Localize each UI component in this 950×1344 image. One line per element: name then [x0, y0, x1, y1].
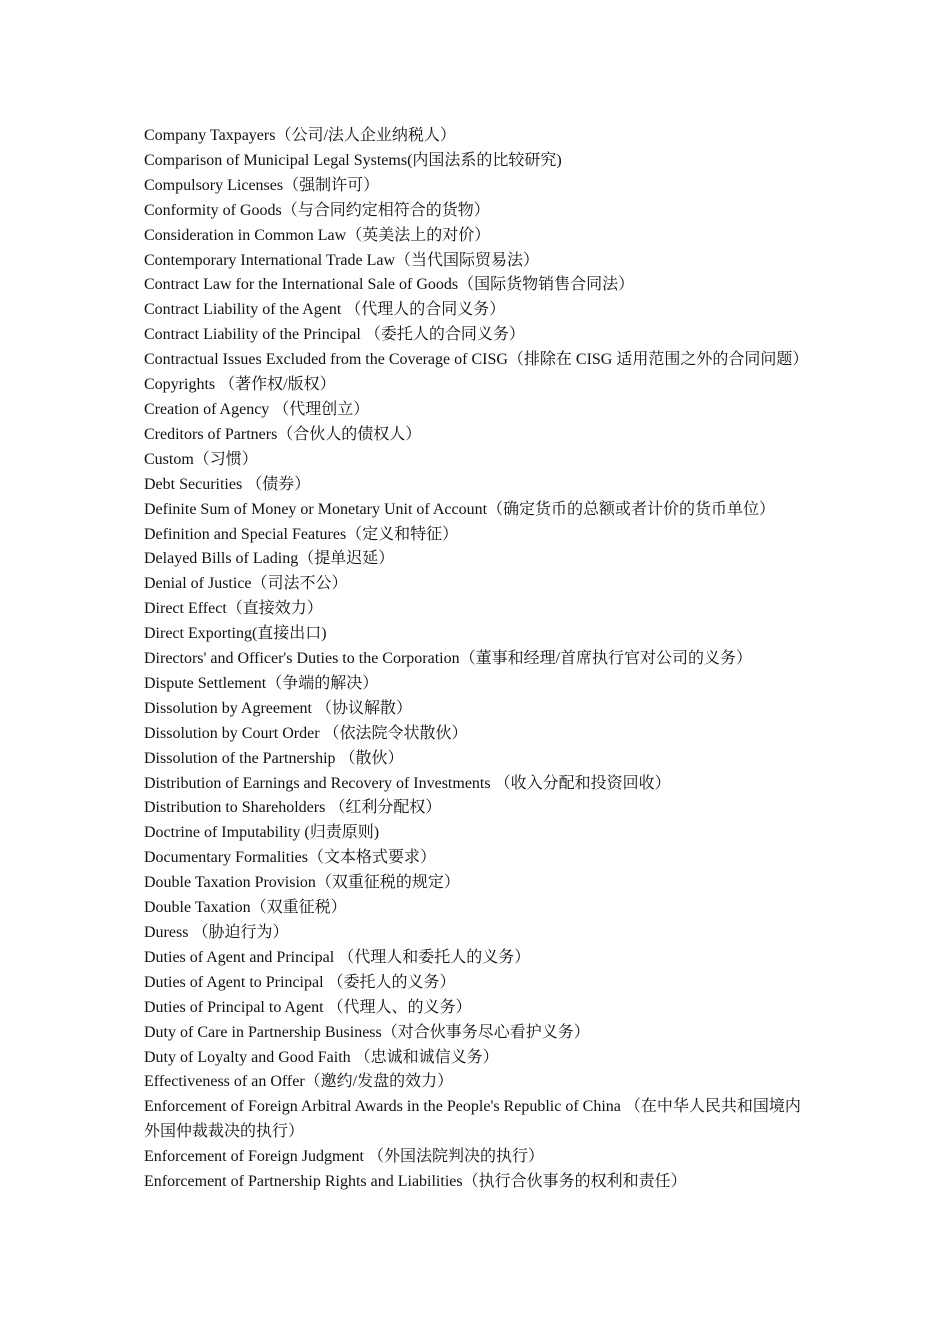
glossary-entry: Direct Effect（直接效力）: [144, 600, 323, 618]
glossary-entry: Duty of Care in Partnership Business（对合伙事务尽心看护义务）: [144, 1023, 590, 1041]
glossary-entry: Duties of Principal to Agent （代理人、的义务）: [144, 998, 472, 1016]
glossary-entry: Contract Liability of the Agent （代理人的合同义务）: [144, 301, 506, 319]
glossary-entry: Denial of Justice（司法不公）: [144, 575, 348, 593]
glossary-entry: Custom（习惯）: [144, 450, 258, 468]
glossary-entry: Enforcement of Partnership Rights and Liabilities（执行合伙事务的权利和责任）: [144, 1173, 687, 1191]
glossary-entry: Conformity of Goods（与合同约定相符合的货物）: [144, 201, 490, 219]
glossary-entry: Distribution of Earnings and Recovery of Investments （收入分配和投资回收）: [144, 774, 671, 792]
glossary-entry: Dissolution by Court Order （依法院令状散伙）: [144, 724, 468, 742]
glossary-entry: Comparison of Municipal Legal Systems(内国法系的比较研究): [144, 151, 562, 169]
glossary-entry: Compulsory Licenses（强制许可）: [144, 176, 380, 194]
glossary-entry: Enforcement of Foreign Arbitral Awards in the People's Republic of China （在中华人民共和国境内外国仲裁裁决的执行）: [144, 1098, 801, 1141]
glossary-entry: Dispute Settlement（争端的解决）: [144, 674, 379, 692]
glossary-entry: Creation of Agency （代理创立）: [144, 400, 370, 418]
glossary-entry: Creditors of Partners（合伙人的债权人）: [144, 425, 422, 443]
glossary-entry: Consideration in Common Law（英美法上的对价）: [144, 226, 491, 244]
glossary-entry: Doctrine of Imputability (归责原则): [144, 824, 380, 842]
glossary-entry: Contemporary International Trade Law（当代国际贸易法）: [144, 251, 540, 269]
glossary-entry: Duties of Agent and Principal （代理人和委托人的义务）: [144, 948, 531, 966]
glossary-entry: Definition and Special Features（定义和特征）: [144, 525, 459, 543]
glossary-entry: Effectiveness of an Offer（邀约/发盘的效力）: [144, 1073, 454, 1091]
glossary-entry: Documentary Formalities（文本格式要求）: [144, 849, 436, 867]
glossary-entry: Double Taxation Provision（双重征税的规定）: [144, 874, 460, 892]
glossary-entry: Enforcement of Foreign Judgment （外国法院判决的执行）: [144, 1148, 544, 1166]
glossary-entry: Dissolution of the Partnership （散伙）: [144, 749, 404, 767]
glossary-entry: Contract Liability of the Principal （委托人的合同义务）: [144, 326, 525, 344]
glossary-entry: Debt Securities （债券）: [144, 475, 311, 493]
glossary-entry: Distribution to Shareholders （红利分配权）: [144, 799, 442, 817]
glossary-entry: Contractual Issues Excluded from the Coverage of CISG（排除在 CISG 适用范围之外的合同问题）: [144, 351, 809, 369]
glossary-entry: Direct Exporting(直接出口): [144, 625, 327, 643]
glossary-entry: Duty of Loyalty and Good Faith （忠诚和诚信义务）: [144, 1048, 499, 1066]
glossary-entry: Contract Law for the International Sale of Goods（国际货物销售合同法）: [144, 276, 635, 294]
glossary-list: [144, 124, 808, 1195]
glossary-entry: Company Taxpayers（公司/法人企业纳税人）: [144, 127, 456, 144]
glossary-entry: Copyrights （著作权/版权）: [144, 376, 336, 394]
glossary-entry: Double Taxation（双重征税）: [144, 899, 347, 917]
glossary-entry: Dissolution by Agreement （协议解散）: [144, 699, 412, 717]
glossary-entry: Definite Sum of Money or Monetary Unit of Account（确定货币的总额或者计价的货币单位）: [144, 500, 776, 518]
glossary-entry: Duress （胁迫行为）: [144, 924, 289, 941]
glossary-entry: Delayed Bills of Lading（提单迟延）: [144, 550, 395, 568]
glossary-entry: Duties of Agent to Principal （委托人的义务）: [144, 973, 456, 991]
glossary-entry: Directors' and Officer's Duties to the Corporation（董事和经理/首席执行官对公司的义务）: [144, 650, 753, 668]
